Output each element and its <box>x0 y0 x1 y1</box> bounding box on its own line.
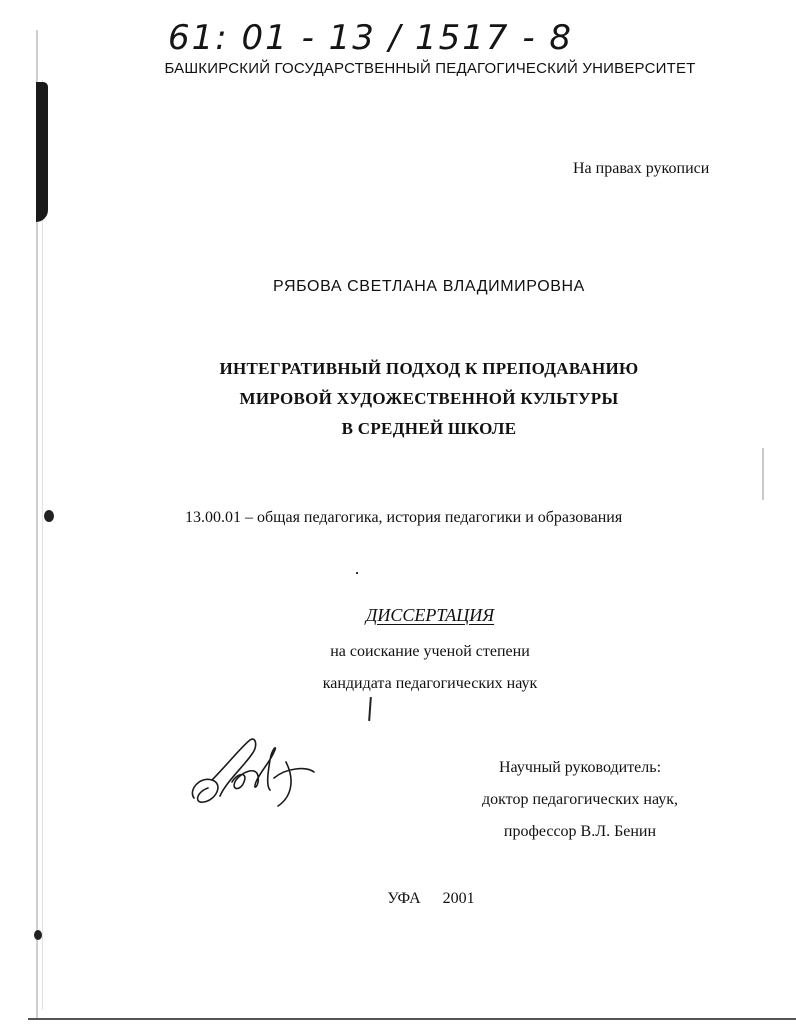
scan-dot <box>34 930 42 940</box>
scan-smudge <box>36 82 48 222</box>
scan-dot <box>356 572 358 574</box>
title-line: ИНТЕГРАТИВНЫЙ ПОДХОД К ПРЕПОДАВАНИЮ <box>219 359 639 378</box>
specialty-code: 13.00.01 – общая педагогика, история педагогики и образования <box>185 509 623 526</box>
advisor-line: доктор педагогических наук, <box>481 791 679 808</box>
scan-bottom-edge <box>28 1018 796 1020</box>
author-name: РЯБОВА СВЕТЛАНА ВЛАДИМИРОВНА <box>273 278 585 295</box>
archive-number: 61: 01 - 13 / 1517 - 8 <box>168 18 574 58</box>
degree-line: на соискание ученой степени <box>330 643 530 660</box>
degree-line: кандидата педагогических наук <box>322 675 538 692</box>
scientific-advisor <box>460 752 700 848</box>
advisor-line: профессор В.Л. Бенин <box>503 823 657 840</box>
city-year: УФА 2001 <box>387 890 475 907</box>
degree-statement <box>0 636 796 700</box>
scan-edge-right <box>762 448 764 500</box>
pen-mark <box>368 697 372 721</box>
manuscript-note: На правах рукописи <box>573 160 710 177</box>
university-name: БАШКИРСКИЙ ГОСУДАРСТВЕННЫЙ ПЕДАГОГИЧЕСКИЙ УНИВЕРСИТЕТ <box>164 60 696 77</box>
signature-image <box>186 732 326 812</box>
title-line: МИРОВОЙ ХУДОЖЕСТВЕННОЙ КУЛЬТУРЫ <box>239 389 619 408</box>
title-line: В СРЕДНЕЙ ШКОЛЕ <box>341 419 517 438</box>
dissertation-label: ДИССЕРТАЦИЯ <box>365 605 495 625</box>
dissertation-title <box>0 354 796 444</box>
scan-dot <box>44 510 54 522</box>
advisor-line: Научный руководитель: <box>498 759 662 776</box>
